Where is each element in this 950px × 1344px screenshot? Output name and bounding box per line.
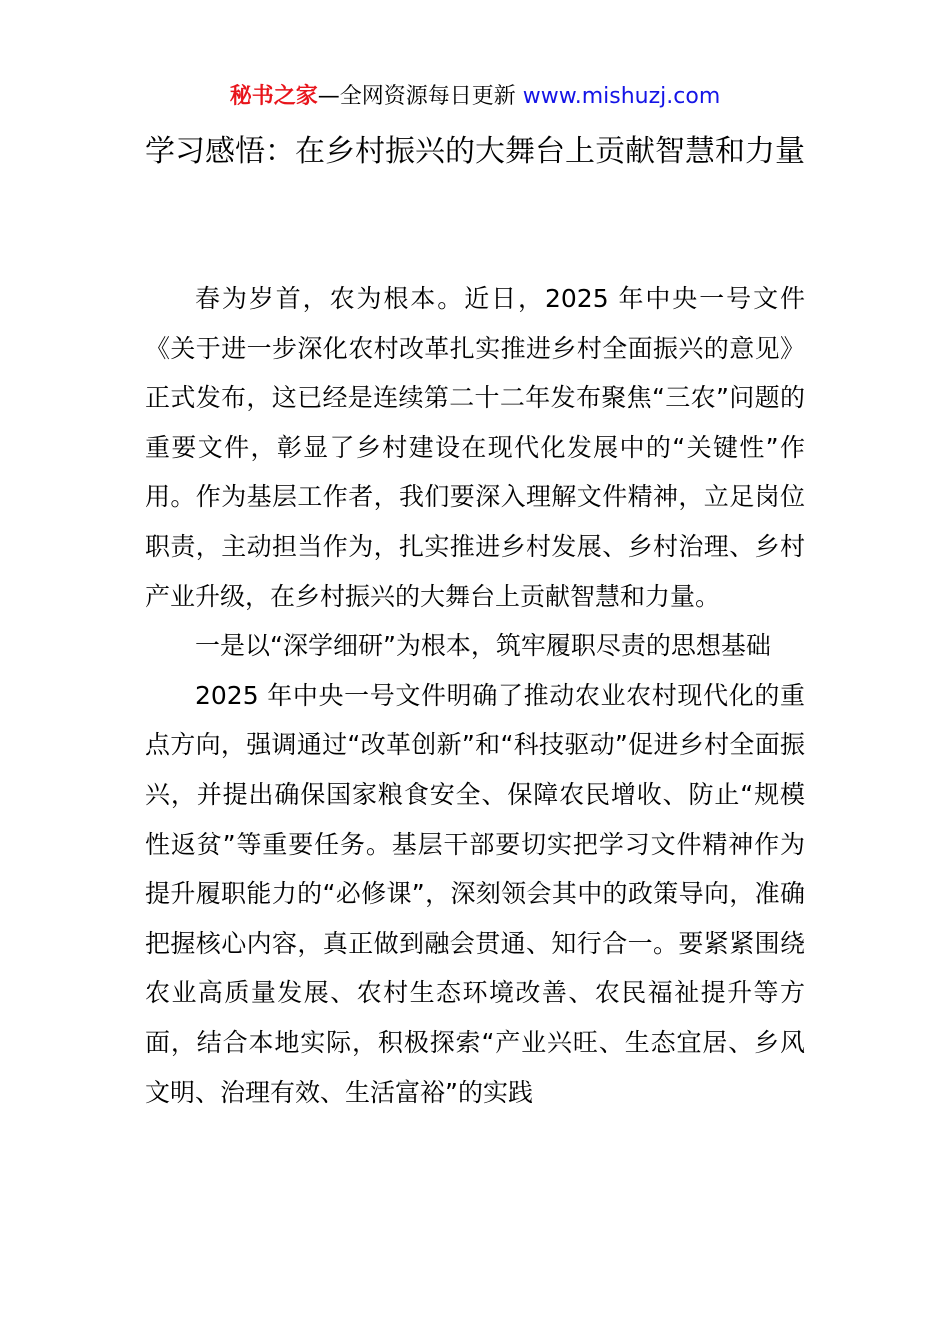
paragraph-section-1: 2025 年中央一号文件明确了推动农业农村现代化的重点方向，强调通过“改革创新”和“科技驱动”促进乡村全面振兴，并提出确保国家粮食安全、保障农民增收、防止“规模性返贫”等重要任务。基层干部要切实把学习文件精神作为提升履职能力的“必修课”，深刻领会其中的政策导向，准确把握核心内容，真正做到融会贯通、知行合一。要紧紧围绕农业高质量发展、农村生态环境改善、农民福祉提升等方面，结合本地实际，积极探索“产业兴旺、生态宜居、乡风文明、治理有效、生活富裕”的实践	[145, 680, 805, 1107]
section-heading-1: 一是以“深学细研”为根本，筑牢履职尽责的思想基础	[195, 631, 771, 661]
brand-name: 秘书之家	[229, 84, 318, 109]
header-slogan: —全网资源每日更新	[317, 84, 523, 109]
site-header	[0, 80, 950, 114]
site-url-link[interactable]: www.mishuzj.com	[522, 84, 721, 109]
document-body	[145, 274, 805, 1117]
document-title: 学习感悟：在乡村振兴的大舞台上贡献智慧和力量	[145, 134, 805, 169]
paragraph-intro: 春为岁首，农为根本。近日，2025 年中央一号文件《关于进一步深化农村改革扎实推进乡村全面振兴的意见》正式发布，这已经是连续第二十二年发布聚焦“三农”问题的重要文件，彰显了乡村建设在现代化发展中的“关键性”作用。作为基层工作者，我们要深入理解文件精神，立足岗位职责，主动担当作为，扎实推进乡村发展、乡村治理、乡村产业升级，在乡村振兴的大舞台上贡献智慧和力量。	[145, 284, 805, 611]
